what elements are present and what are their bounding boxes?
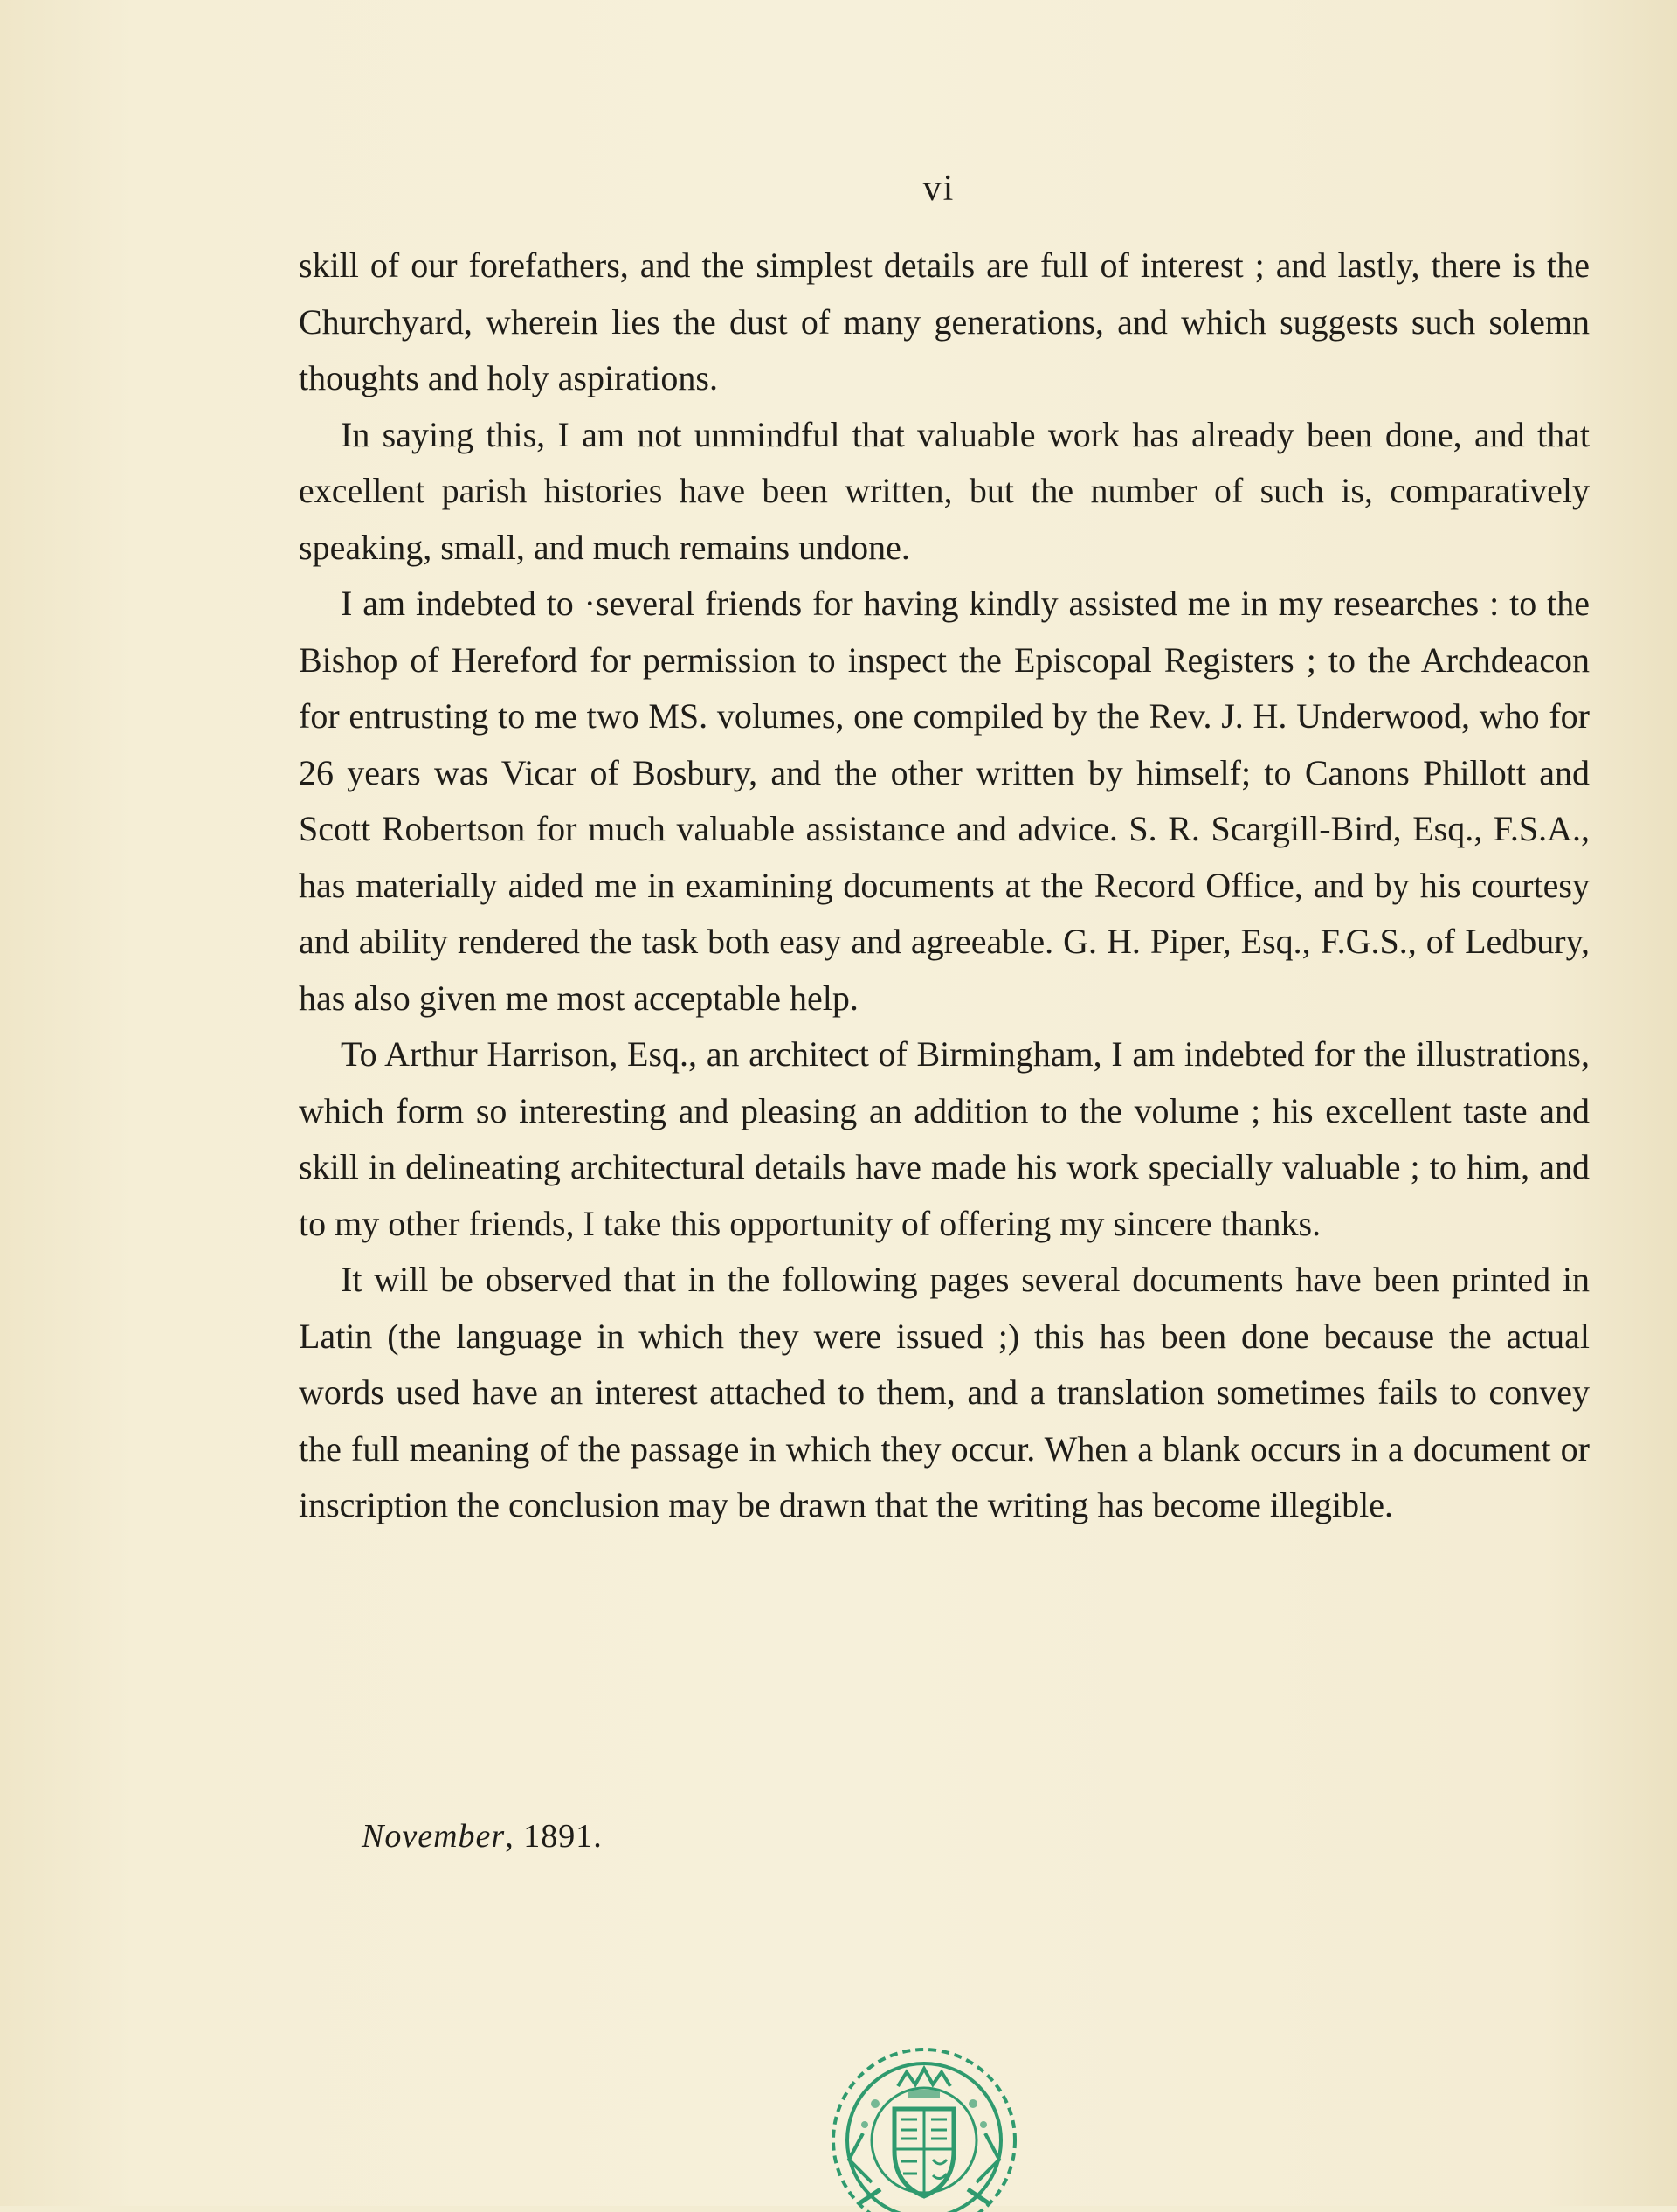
signature-year: , 1891. <box>505 1818 603 1855</box>
paragraph-latin-documents: It will be observed that in the following pages several documents have been printed in Latin (the language in which they were issued ;) this has been done because the actual words used have an interest attached to them, and a translation sometimes fails to convey the full meaning of the passage in which they occur. When a blank occurs in a document or inscription the conclusion may be drawn that the writing has become illegible. <box>299 1260 1590 1524</box>
library-seal-icon <box>811 2029 1038 2212</box>
page-number: vi <box>922 169 956 209</box>
signature-date <box>362 1817 603 1856</box>
paragraph-acknowledgements: I am indebted to ·several friends for having kindly assisted me in my researches : to the Bishop of Hereford for permission to inspect the Episcopal Registers ; to the Archdeacon for entrusting to me two MS. volumes, one compiled by the Rev. J. H. Underwood, who for 26 years was Vicar of Bosbury, and the other written by himself; to Canons Phillott and Scott Robertson for much valuable assistance and advice. S. R. Scargill-Bird, Esq., F.S.A., has materially aided me in examining documents at the Record Office, and by his courtesy and ability rendered the task both easy and agreeable. G. H. Piper, Esq., F.G.S., of Ledbury, has also given me most acceptable help. <box>299 584 1590 1018</box>
body-text <box>299 238 1590 1534</box>
library-seal-graphic <box>811 2029 1038 2212</box>
paragraph-continued: skill of our forefathers, and the simplest details are full of interest ; and lastly, there is the Churchyard, wherein lies the dust of many generations, and which suggests such solemn thoughts and holy aspirations. <box>299 245 1590 397</box>
signature-month: November <box>362 1818 506 1855</box>
paragraph-parish-histories: In saying this, I am not unmindful that valuable work has already been done, and that excellent parish histories have been written, but the number of such is, comparatively speaking, small, and much remains undone. <box>299 414 1590 567</box>
paragraph-illustrations: To Arthur Harrison, Esq., an architect of Birmingham, I am indebted for the illustrations, which form so interesting and pleasing an addition to the volume ; his excellent taste and skill in delineating architectural details have made his work specially valuable ; to him, and to my other friends, I take this opportunity of offering my sincere thanks. <box>299 1034 1590 1243</box>
